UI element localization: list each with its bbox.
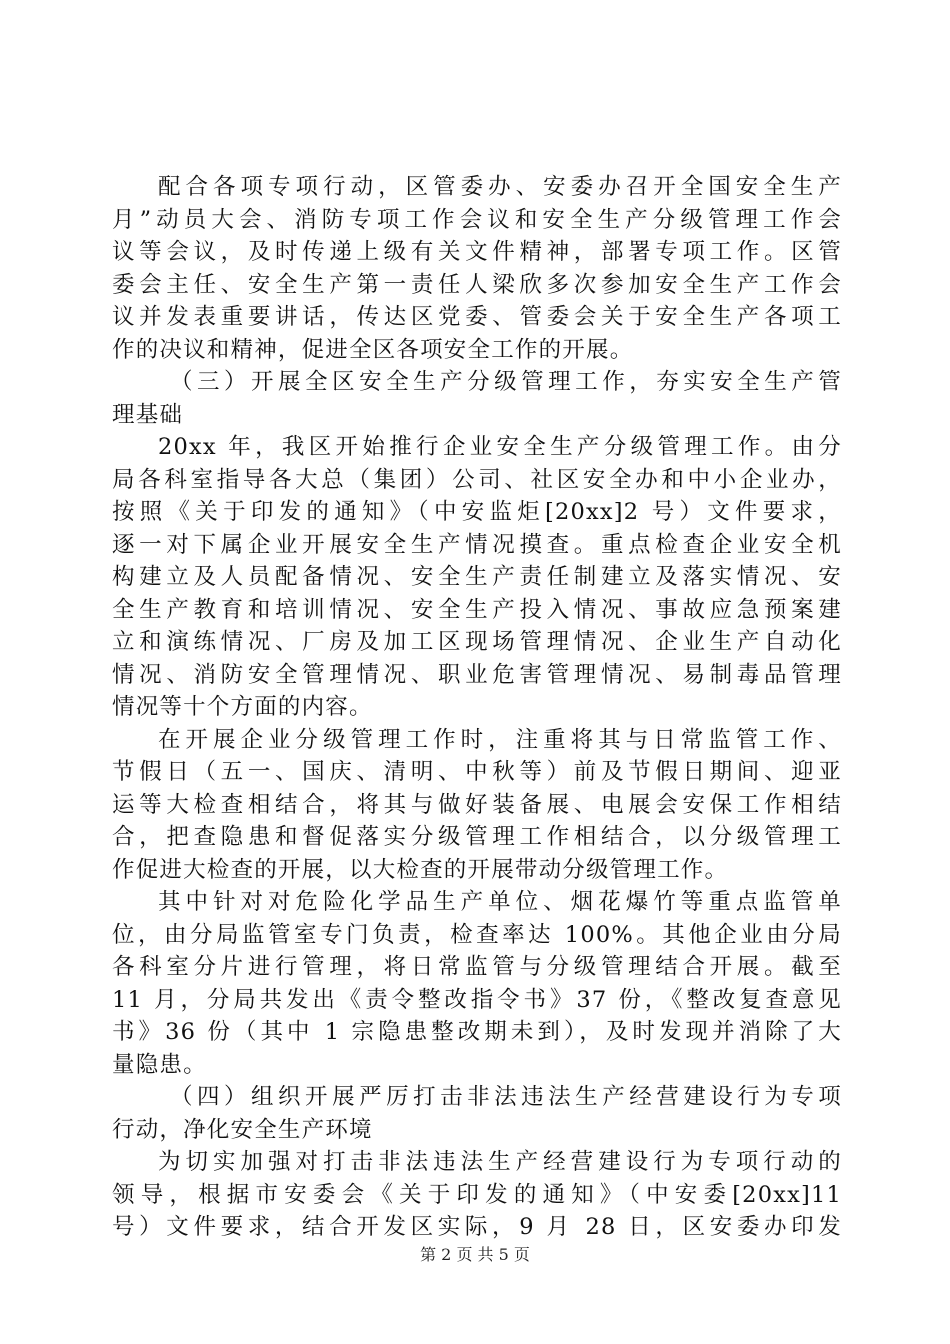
- page-footer: 第 2 页 共 5 页: [420, 1245, 530, 1264]
- text-line: 位，由分局监管室专门负责，检查率达 100%。其他企业由分局: [112, 921, 842, 948]
- text-line: 11 月，分局共发出《责令整改指令书》37 份，《整改复查意见: [112, 986, 842, 1013]
- text-line: 配合各项专项行动，区管委办、安委办召开全国安全生产: [158, 174, 842, 200]
- text-line: 量隐患。: [112, 1051, 207, 1078]
- text-line: 全生产教育和培训情况、安全生产投入情况、事故应急预案建: [112, 596, 842, 623]
- text-line: 委会主任、安全生产第一责任人梁欣多次参加安全生产工作会: [112, 271, 842, 298]
- text-line: 议并发表重要讲话，传达区党委、管委会关于安全生产各项工: [112, 304, 842, 330]
- text-line: 为切实加强对打击非法违法生产经营建设行为专项行动的: [158, 1149, 842, 1175]
- text-line: 作促进大检查的开展，以大检查的开展带动分级管理工作。: [112, 856, 729, 883]
- document-body: [112, 171, 842, 1244]
- text-line: 其中针对对危险化学品生产单位、烟花爆竹等重点监管单: [158, 889, 842, 915]
- text-line: 各科室分片进行管理，将日常监管与分级管理结合开展。截至: [112, 954, 842, 980]
- text-line: 书》36 份（其中 1 宗隐患整改期未到），及时发现并消除了大: [112, 1019, 842, 1045]
- text-line: 议等会议，及时传递上级有关文件精神，部署专项工作。区管: [112, 239, 842, 265]
- text-line: 节假日（五一、国庆、清明、中秋等）前及节假日期间、迎亚: [112, 759, 842, 785]
- text-line: 理基础: [112, 401, 184, 428]
- text-line: 号）文件要求，结合开发区实际，9 月 28 日，区安委办印发: [112, 1214, 842, 1240]
- text-line: 局各科室指导各大总（集团）公司、社区安全办和中小企业办，: [112, 466, 842, 493]
- text-line: 立和演练情况、厂房及加工区现场管理情况、企业生产自动化: [112, 629, 842, 655]
- text-line: 情况、消防安全管理情况、职业危害管理情况、易制毒品管理: [112, 661, 842, 688]
- text-line: 作的决议和精神，促进全区各项安全工作的开展。: [112, 336, 634, 363]
- text-line: 运等大检查相结合，将其与做好装备展、电展会安保工作相结: [112, 791, 842, 818]
- text-line: 按照《关于印发的通知》（中安监炬[20xx]2 号）文件要求，: [112, 499, 842, 525]
- text-line: 领导，根据市安委会《关于印发的通知》（中安委[20xx]11: [112, 1181, 842, 1208]
- text-line: 行动，净化安全生产环境: [112, 1116, 373, 1143]
- text-line: 月”动员大会、消防专项工作会议和安全生产分级管理工作会: [112, 206, 842, 233]
- text-line: 逐一对下属企业开展安全生产情况摸查。重点检查企业安全机: [112, 531, 842, 558]
- text-line: （三）开展全区安全生产分级管理工作，夯实安全生产管: [170, 369, 842, 395]
- text-line: 情况等十个方面的内容。: [112, 694, 373, 720]
- text-line: 20xx 年，我区开始推行企业安全生产分级管理工作。由分: [158, 434, 842, 460]
- text-line: （四）组织开展严厉打击非法违法生产经营建设行为专项: [170, 1084, 842, 1110]
- text-line: 在开展企业分级管理工作时，注重将其与日常监管工作、: [158, 726, 842, 753]
- text-line: 合，把查隐患和督促落实分级管理工作相结合，以分级管理工: [112, 824, 842, 850]
- text-line: 构建立及人员配备情况、安全生产责任制建立及落实情况、安: [112, 564, 842, 590]
